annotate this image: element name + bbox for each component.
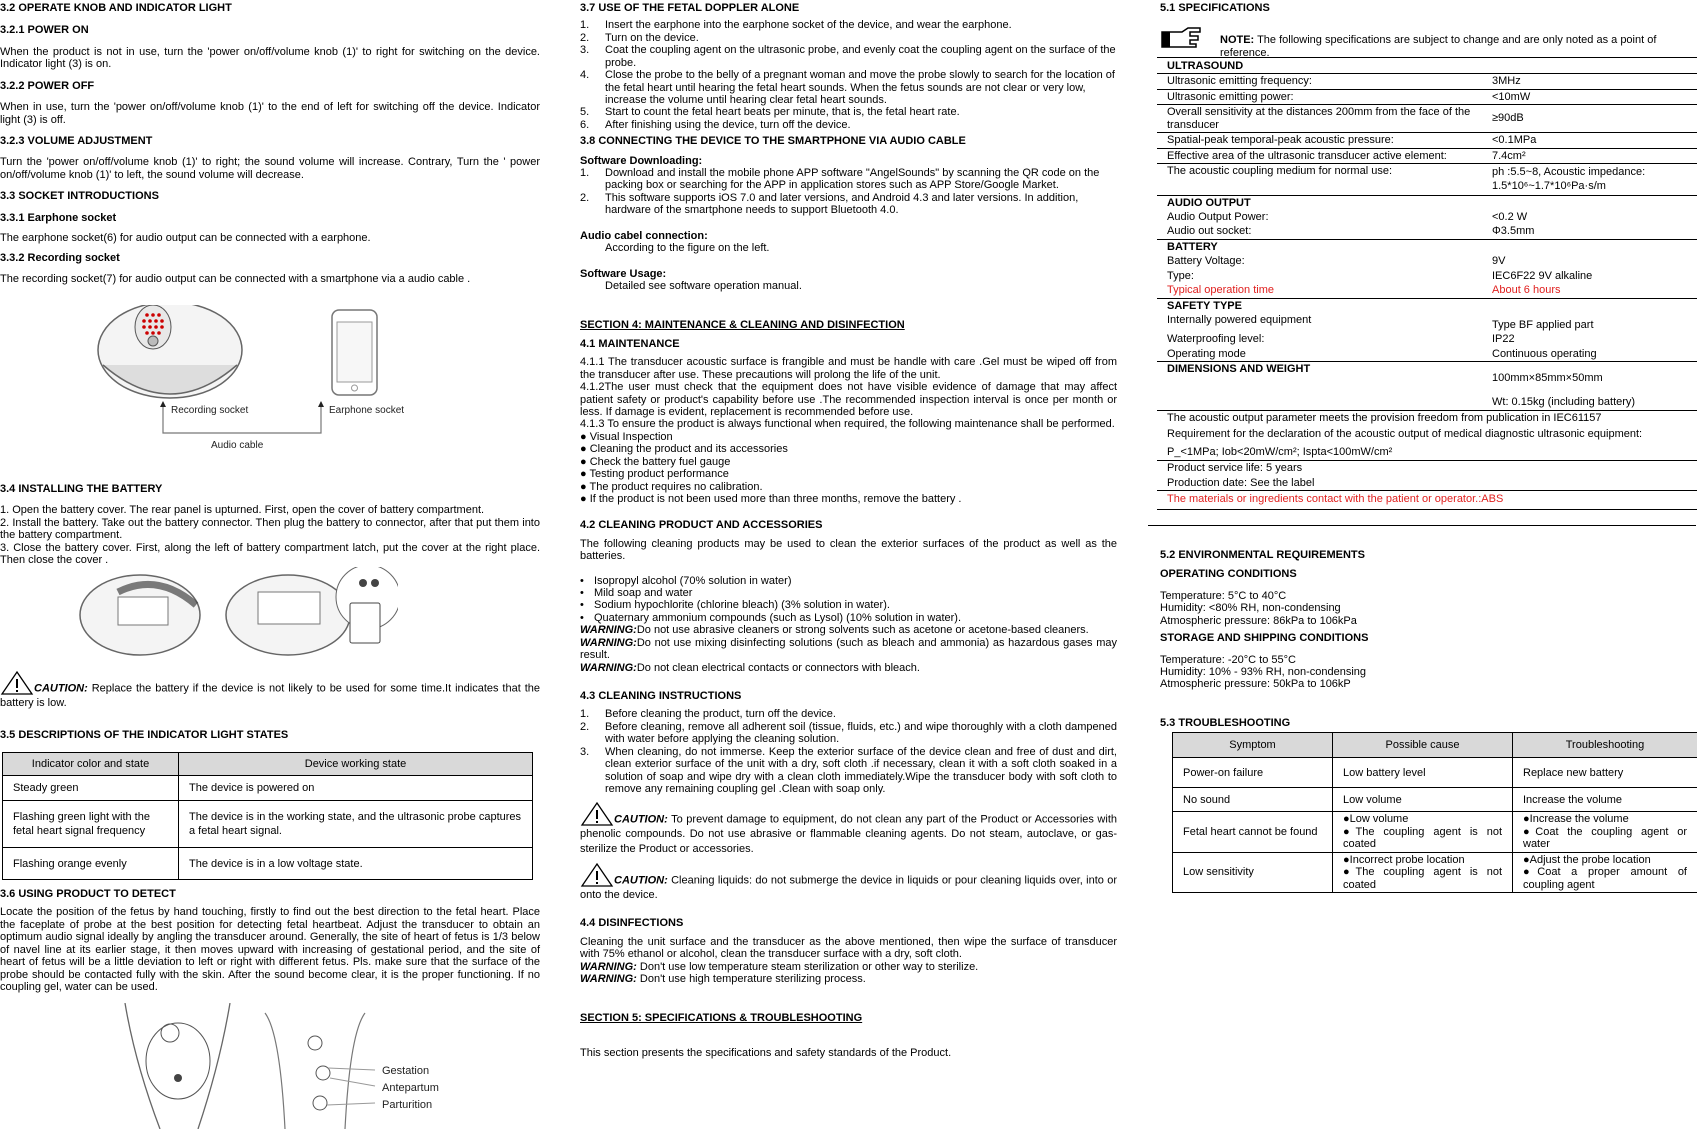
spec-value: Wt: 0.15kg (including battery)	[1492, 395, 1636, 408]
para-audio-connection: According to the figure on the left.	[605, 242, 770, 255]
caution-icon	[580, 862, 614, 888]
heading-socket: 3.3 SOCKET INTRODUCTIONS	[0, 190, 159, 203]
spec-value: IEC6F22 9V alkaline	[1492, 269, 1593, 282]
maintenance-list	[580, 431, 1117, 506]
list-item: 1. Insert the earphone into the earphone socket of the device, and wear the earphone.	[580, 19, 1012, 32]
audio-cable-figure	[95, 305, 455, 455]
table-row	[1173, 812, 1697, 852]
spec-label: Operating mode	[1167, 347, 1246, 360]
table-cell: Power-on failure	[1173, 758, 1333, 788]
heading-cleaning: 4.2 CLEANING PRODUCT AND ACCESSORIES	[580, 519, 823, 532]
spec-section-safety: SAFETY TYPE	[1157, 298, 1697, 313]
table-row	[3, 848, 533, 880]
table-cell: ●Low volume ●The coupling agent is not coated	[1333, 812, 1513, 852]
table-cell: Low sensitivity	[1173, 852, 1333, 892]
heading-sw-download: Software Downloading:	[580, 154, 703, 167]
list-item: 3. When cleaning, do not immerse. Keep the exterior surface of the device clean and free of dust and dirt, clean exterior surface of the unit with a dry, soft cloth .if necessary, clean it with a soft cloth soaked in a solution of soap and wipe dry with a clean cloth immediately.Wipe the transducer body with soft cloth to remove any remaining coupling gel .Clean with soap only.	[580, 745, 1117, 795]
battery-step-2: 2. Install the battery. Take out the battery connector. Then plug the battery to connector, after that put them into the battery compartment.	[0, 516, 540, 542]
table-cell: ●Adjust the probe location ●Coat a proper amount of coupling agent	[1513, 852, 1697, 892]
table-row	[1173, 758, 1697, 788]
table-header: Symptom	[1173, 733, 1333, 758]
acoustic-line: P_<1MPa; Iob<20mW/cm²; Ispta<100mW/cm²	[1167, 445, 1393, 458]
heading-troubleshooting: 5.3 TROUBLESHOOTING	[1160, 716, 1291, 729]
caution-label: CAUTION:	[34, 682, 88, 695]
list-item: ● Testing product performance	[580, 468, 729, 481]
table-row	[1173, 852, 1697, 892]
gestation-figure	[120, 1003, 450, 1129]
spec-label: Battery Voltage:	[1167, 255, 1245, 268]
heading-section4: SECTION 4: MAINTENANCE & CLEANING AND DISINFECTION	[580, 319, 905, 332]
spec-value: <0.2 W	[1492, 210, 1528, 223]
para-power-on: When the product is not in use, turn the 'power on/off/volume knob (1)' to right for switching on the device. Indicator light (3) is on.	[0, 45, 540, 71]
list-item: ● The product requires no calibration.	[580, 480, 763, 493]
spec-label: Waterproofing level:	[1167, 333, 1265, 346]
op-condition: Humidity: <80% RH, non-condensing	[1160, 602, 1341, 615]
column-middle	[580, 0, 1117, 1129]
table-header: Possible cause	[1333, 733, 1513, 758]
warning-2: WARNING:Do not use mixing disinfecting solutions (such as bleach and ammonia) as hazardous gases may result.	[580, 636, 1117, 662]
spec-value: 3MHz	[1482, 74, 1697, 89]
heading-section5: SECTION 5: SPECIFICATIONS & TROUBLESHOOTING	[580, 1012, 863, 1025]
list-item: • Sodium hypochlorite (chlorine bleach) (3% solution in water).	[580, 599, 890, 612]
spec-value: About 6 hours	[1492, 284, 1561, 297]
list-item: 4. Close the probe to the belly of a pregnant woman and move the probe slowly to search for the location of the fetal heart until hearing the fetal heart sounds. When the fetus sounds are not clear or very low, increase the volume until hearing clear fetal heart sounds.	[580, 69, 1115, 106]
para-earphone-socket: The earphone socket(6) for audio output can be connected with a earphone.	[0, 232, 371, 245]
list-item: 1. Download and install the mobile phone APP software "AngelSounds" by scanning the QR code on the packing box or searching for the APP in application stores such as APP Store/Google Market.	[580, 167, 1100, 192]
cleaning-products-list	[580, 575, 1117, 625]
list-item: 2. This software supports iOS 7.0 and later versions, and Android 4.3 and later versions. In addition, hardware of the smartphone needs to support Bluetooth 4.0.	[580, 191, 1079, 217]
heading-indicator-states: 3.5 DESCRIPTIONS OF THE INDICATOR LIGHT STATES	[0, 729, 289, 741]
spec-label: Internally powered equipment	[1167, 313, 1312, 326]
column-right	[1157, 0, 1697, 1129]
fig-label-cable: Audio cable	[211, 440, 264, 451]
table-header: Indicator color and state	[3, 753, 179, 776]
para-413: 4.1.3 To ensure the product is always functional when required, the following maintenance shall be performed.	[580, 418, 1115, 431]
battery-step-3: 3. Close the battery cover. First, along the left of battery compartment latch, put the cover at the right place. Then close the cover .	[0, 541, 540, 567]
use-steps-list	[580, 19, 1117, 131]
divider	[1148, 525, 1696, 526]
spec-section-battery: BATTERY	[1157, 239, 1697, 254]
spec-value: 7.4cm²	[1482, 148, 1697, 163]
sw-steps-list	[580, 167, 1117, 217]
para-detect: Locate the position of the fetus by hand touching, firstly to find out the best direction to the fetal heart. Place the faceplate of probe at the best position for detecting fetal heartbeat. Adjust the transducer to obtain an optimum audio signal ideally by angling the transducer around. Generally, the site of heart of fetus is 1/3 below of navel line at its earlier stage, it then moves upward with increasing of gestational period, and the site of heart of fetus will be a little deviation to left or right with different fetus. Pls. make sure that the surface of the probe should be contacted fully with the skin. After the sound become clear, it is the proper functioning. If no coupling gel, water can be used.	[0, 906, 540, 993]
heading-audio-connection: Audio cabel connection:	[580, 229, 708, 242]
acoustic-line: Requirement for the declaration of the acoustic output of medical diagnostic ultrasonic equipment:	[1167, 428, 1643, 441]
table-header: Device working state	[179, 753, 533, 776]
list-item: 5. Start to count the fetal heart beats per minute, that is, the fetal heart rate.	[580, 106, 960, 119]
para-recording-socket: The recording socket(7) for audio output can be connected with a smartphone via a audio cable .	[0, 272, 471, 285]
list-item: 3. Coat the coupling agent on the ultrasonic probe, and evenly coat the coupling agent on the surface of the probe.	[580, 44, 1116, 69]
caution-icon	[580, 801, 614, 827]
caution-icon	[0, 670, 34, 696]
spec-value: IP22	[1492, 333, 1515, 346]
heading-operating-conditions: OPERATING CONDITIONS	[1160, 568, 1297, 581]
heading-specifications: 5.1 SPECIFICATIONS	[1160, 2, 1270, 14]
fig-label-antepartum: Antepartum	[382, 1082, 439, 1094]
list-item: • Quaternary ammonium compounds (such as Lysol) (10% solution in water).	[580, 611, 962, 624]
heading-earphone-socket: 3.3.1 Earphone socket	[0, 211, 117, 224]
spec-value: ≥90dB	[1482, 105, 1697, 133]
list-item: 1. Before cleaning the product, turn off the device.	[580, 708, 836, 721]
heading-disinfections: 4.4 DISINFECTIONS	[580, 917, 684, 930]
production-date: Production date: See the label	[1167, 476, 1315, 489]
para-sw-usage: Detailed see software operation manual.	[605, 280, 802, 293]
list-item: • Mild soap and water	[580, 587, 693, 600]
table-cell: The device is in a low voltage state.	[179, 848, 533, 880]
materials: The materials or ingredients contact with the patient or operator.:ABS	[1157, 491, 1697, 509]
warning-5: WARNING: Don't use high temperature sterilizing process.	[580, 972, 866, 985]
heading-operate: 3.2 OPERATE KNOB AND INDICATOR LIGHT	[0, 2, 232, 14]
para-412: 4.1.2The user must check that the equipment does not have visible evidence of damage that may affect patient safety or product's capability before use .The recommended inspection interval is once per month or less. If damage is evident, replacement is recommended before use.	[580, 381, 1117, 418]
table-cell: Replace new battery	[1513, 758, 1697, 788]
heading-storage-conditions: STORAGE AND SHIPPING CONDITIONS	[1160, 632, 1369, 645]
warning-1: WARNING:Do not use abrasive cleaners or strong solvents such as acetone or acetone-based cleaners.	[580, 624, 1089, 637]
list-item: 6. After finishing using the device, turn off the device.	[580, 118, 851, 131]
table-row	[3, 776, 533, 801]
battery-install-figure	[78, 567, 398, 667]
caution-battery	[0, 670, 540, 710]
spec-table	[1157, 57, 1697, 510]
fig-label-gestation: Gestation	[382, 1065, 430, 1077]
table-cell: Steady green	[3, 776, 179, 801]
op-condition: Atmospheric pressure: 86kPa to 106kPa	[1160, 614, 1357, 627]
heading-detect: 3.6 USING PRODUCT TO DETECT	[0, 888, 176, 900]
list-item: 2. Before cleaning, remove all adherent soil (tissue, fluids, etc.) and wipe thoroughly with a cloth dampened with water before applying the cleaning solution.	[580, 720, 1117, 746]
table-cell: Flashing green light with the fetal heart signal frequency	[3, 801, 179, 848]
list-item: ● Visual Inspection	[580, 430, 673, 443]
storage-condition: Atmospheric pressure: 50kPa to 106kP	[1160, 678, 1351, 691]
heading-use-alone: 3.7 USE OF THE FETAL DOPPLER ALONE	[580, 2, 800, 14]
spec-label: The acoustic coupling medium for normal use:	[1157, 163, 1482, 195]
list-item: ● If the product is not been used more than three months, remove the battery .	[580, 492, 962, 505]
spec-value: ph :5.5~8, Acoustic impedance: 1.5*10⁶~1.7*10⁶Pa·s/m	[1482, 163, 1697, 195]
heading-power-on: 3.2.1 POWER ON	[0, 24, 89, 37]
caution-phenolic: CAUTION: To prevent damage to equipment, do not clean any part of the Product or Accessories with phenolic compounds. Do not use abrasive or flammable cleaning agents. Do not steam, autoclave, or gas-sterilize the Product or accessories.	[580, 801, 1117, 856]
heading-maintenance: 4.1 MAINTENANCE	[580, 337, 680, 350]
spec-label: Audio Output Power:	[1167, 210, 1269, 223]
table-cell: ●Increase the volume ●Coat the coupling agent or water	[1513, 812, 1697, 852]
table-cell: ●Incorrect probe location ●The coupling agent is not coated	[1333, 852, 1513, 892]
para-disinfections: Cleaning the unit surface and the transducer as the above mentioned, then wipe the surface of transducer with 75% ethanol or alcohol, clean the transducer surface with a dry, soft cloth.	[580, 935, 1117, 961]
spec-section-dimensions: DIMENSIONS AND WEIGHT	[1157, 362, 1482, 386]
storage-condition: Humidity: 10% - 93% RH, non-condensing	[1160, 665, 1367, 678]
list-item: ● Cleaning the product and its accessories	[580, 443, 788, 456]
spec-value: Φ3.5mm	[1492, 225, 1535, 238]
list-item: • Isopropyl alcohol (70% solution in water)	[580, 574, 792, 587]
spec-value: Continuous operating	[1492, 347, 1597, 360]
storage-condition: Temperature: -20°C to 55°C	[1160, 653, 1296, 666]
table-cell: Increase the volume	[1513, 788, 1697, 812]
spec-value: 9V	[1492, 255, 1506, 268]
table-cell: Flashing orange evenly	[3, 848, 179, 880]
spec-value: <0.1MPa	[1482, 133, 1697, 148]
spec-value: 100mm×85mm×50mm	[1482, 362, 1697, 386]
heading-battery: 3.4 INSTALLING THE BATTERY	[0, 483, 163, 495]
table-cell: The device is powered on	[179, 776, 533, 801]
fig-label-recording: Recording socket	[171, 405, 249, 416]
fig-label-parturition: Parturition	[382, 1099, 433, 1111]
para-411: 4.1.1 The transducer acoustic surface is frangible and must be handle with care .Gel must be wiped off from the transducer after use. These precautions will prolong the life of the unit.	[580, 356, 1117, 381]
heading-recording-socket: 3.3.2 Recording socket	[0, 252, 120, 265]
heading-power-off: 3.2.2 POWER OFF	[0, 79, 95, 92]
table-header: Troubleshooting	[1513, 733, 1697, 758]
para-power-off: When in use, turn the 'power on/off/volume knob (1)' to the end of left for switching off the device. Indicator light (3) is off.	[0, 101, 540, 126]
note-text: NOTE: The following specifications are subject to change and are only noted as a point of reference.	[1220, 34, 1657, 59]
fig-label-earphone: Earphone socket	[329, 405, 405, 416]
caution-liquids: CAUTION: Cleaning liquids: do not submerge the device in liquids or pour cleaning liquids over, into or onto the device.	[580, 862, 1117, 902]
op-condition: Temperature: 5°C to 40°C	[1160, 589, 1287, 602]
para-section5: This section presents the specifications and safety standards of the Product.	[580, 1046, 952, 1059]
pointing-hand-icon	[1160, 24, 1202, 50]
table-cell: The device is in the working state, and the ultrasonic probe captures a fetal heart signal.	[179, 801, 533, 848]
table-cell: Low battery level	[1333, 758, 1513, 788]
table-cell: Low volume	[1333, 788, 1513, 812]
para-cleaning: The following cleaning products may be used to clean the exterior surfaces of the product as well as the batteries.	[580, 537, 1117, 563]
column-left	[0, 0, 540, 1129]
list-item: 2. Turn on the device.	[580, 31, 699, 44]
heading-clean-instructions: 4.3 CLEANING INSTRUCTIONS	[580, 689, 742, 702]
warning-3: WARNING:Do not clean electrical contacts or connectors with bleach.	[580, 661, 920, 674]
caution-text: Replace the battery if the device is not likely to be used for some time.It indicates that the battery is low.	[0, 682, 540, 709]
spec-value: <10mW	[1482, 89, 1697, 104]
spec-label: Overall sensitivity at the distances 200mm from the face of the transducer	[1157, 105, 1482, 133]
warning-4: WARNING: Don't use low temperature steam sterilization or other way to sterilize.	[580, 960, 979, 973]
spec-label: Ultrasonic emitting frequency:	[1157, 74, 1482, 89]
troubleshooting-table	[1172, 732, 1697, 893]
list-item: ● Check the battery fuel gauge	[580, 455, 731, 468]
battery-step-1: 1. Open the battery cover. The rear panel is upturned. First, open the cover of battery compartment.	[0, 504, 485, 517]
service-life: Product service life: 5 years	[1157, 461, 1697, 476]
table-row	[3, 801, 533, 848]
para-volume: Turn the 'power on/off/volume knob (1)' to right; the sound volume will increase. Contrary, Turn the ' power on/off/volume knob (1)' to left, the sound volume will decrease.	[0, 156, 540, 181]
spec-label: Spatial-peak temporal-peak acoustic pressure:	[1157, 133, 1482, 148]
heading-volume: 3.2.3 VOLUME ADJUSTMENT	[0, 134, 153, 147]
acoustic-line: The acoustic output parameter meets the provision freedom from publication in IEC61157	[1157, 411, 1697, 426]
heading-environmental: 5.2 ENVIRONMENTAL REQUIREMENTS	[1160, 549, 1365, 561]
spec-value: Type BF applied part	[1492, 318, 1594, 331]
spec-label: Ultrasonic emitting power:	[1157, 89, 1482, 104]
spec-label: Type:	[1167, 269, 1194, 282]
table-cell: No sound	[1173, 788, 1333, 812]
table-row	[1173, 788, 1697, 812]
spec-section-audio: AUDIO OUTPUT	[1157, 195, 1697, 210]
note-block	[1160, 18, 1697, 59]
heading-connect: 3.8 CONNECTING THE DEVICE TO THE SMARTPHONE VIA AUDIO CABLE	[580, 135, 966, 148]
spec-label: Typical operation time	[1167, 284, 1274, 297]
spec-label: Audio out socket:	[1167, 225, 1252, 238]
indicator-table	[2, 752, 533, 880]
clean-steps-list	[580, 708, 1117, 795]
table-cell: Fetal heart cannot be found	[1173, 812, 1333, 852]
heading-sw-usage: Software Usage:	[580, 267, 667, 280]
spec-label: Effective area of the ultrasonic transducer active element:	[1157, 148, 1482, 163]
spec-section-ultrasound: ULTRASOUND	[1157, 58, 1697, 74]
